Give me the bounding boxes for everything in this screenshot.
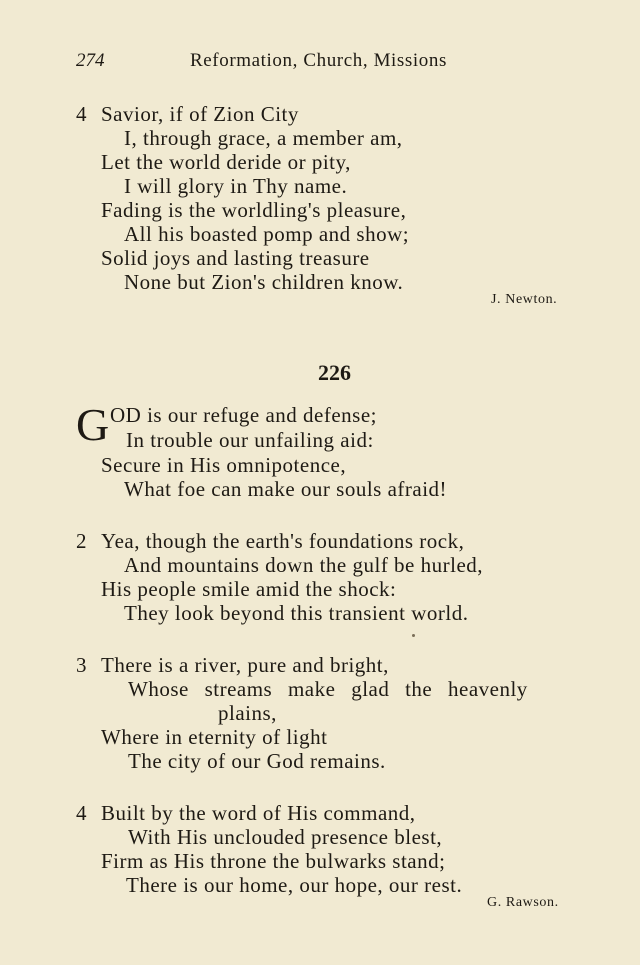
verse-line: In trouble our unfailing aid: <box>126 428 374 452</box>
page-header <box>0 50 640 78</box>
verse-line: Where in eternity of light <box>101 725 328 749</box>
verse-number: 2 <box>76 529 87 553</box>
verse-line: There is a river, pure and bright, <box>101 653 389 677</box>
hymn-number: 226 <box>318 360 351 385</box>
author-credit: J. Newton. <box>491 292 558 307</box>
verse-line: With His unclouded presence blest, <box>128 825 443 849</box>
page-number: 274 <box>76 50 105 71</box>
verse-line: And mountains down the gulf be hurled, <box>124 553 484 577</box>
verse-line: They look beyond this transient world. <box>124 601 469 625</box>
ink-speck <box>412 634 415 637</box>
verse-line: The city of our God remains. <box>128 749 386 773</box>
verse-line: OD is our refuge and defense; <box>110 403 377 427</box>
verse-line: There is our home, our hope, our rest. <box>126 873 463 897</box>
running-head: Reformation, Church, Missions <box>190 50 447 71</box>
drop-cap: G <box>76 399 110 450</box>
verse-line: None but Zion's children know. <box>124 270 404 294</box>
verse-line: His people smile amid the shock: <box>101 577 397 601</box>
verse-number: 4 <box>76 801 87 825</box>
verse-line: What foe can make our souls afraid! <box>124 477 448 501</box>
verse-line: Solid joys and lasting treasure <box>101 246 370 270</box>
verse-line: Firm as His throne the bulwarks stand; <box>101 849 446 873</box>
verse-line: All his boasted pomp and show; <box>124 222 410 246</box>
verse-line: Fading is the worldling's pleasure, <box>101 198 407 222</box>
verse-line: Built by the word of His command, <box>101 801 416 825</box>
verse-line: Secure in His omnipotence, <box>101 453 347 477</box>
verse-number: 4 <box>76 102 87 126</box>
verse-line: I, through grace, a member am, <box>124 126 403 150</box>
verse-line: Let the world deride or pity, <box>101 150 351 174</box>
verse-line: Yea, though the earth's foundations rock, <box>101 529 465 553</box>
verse-line: Savior, if of Zion City <box>101 102 299 126</box>
verse-line: Whose streams make glad the heavenly <box>128 677 528 701</box>
verse-number: 3 <box>76 653 87 677</box>
author-credit: G. Rawson. <box>487 895 559 910</box>
verse-line: plains, <box>218 701 277 725</box>
verse-line: I will glory in Thy name. <box>124 174 348 198</box>
